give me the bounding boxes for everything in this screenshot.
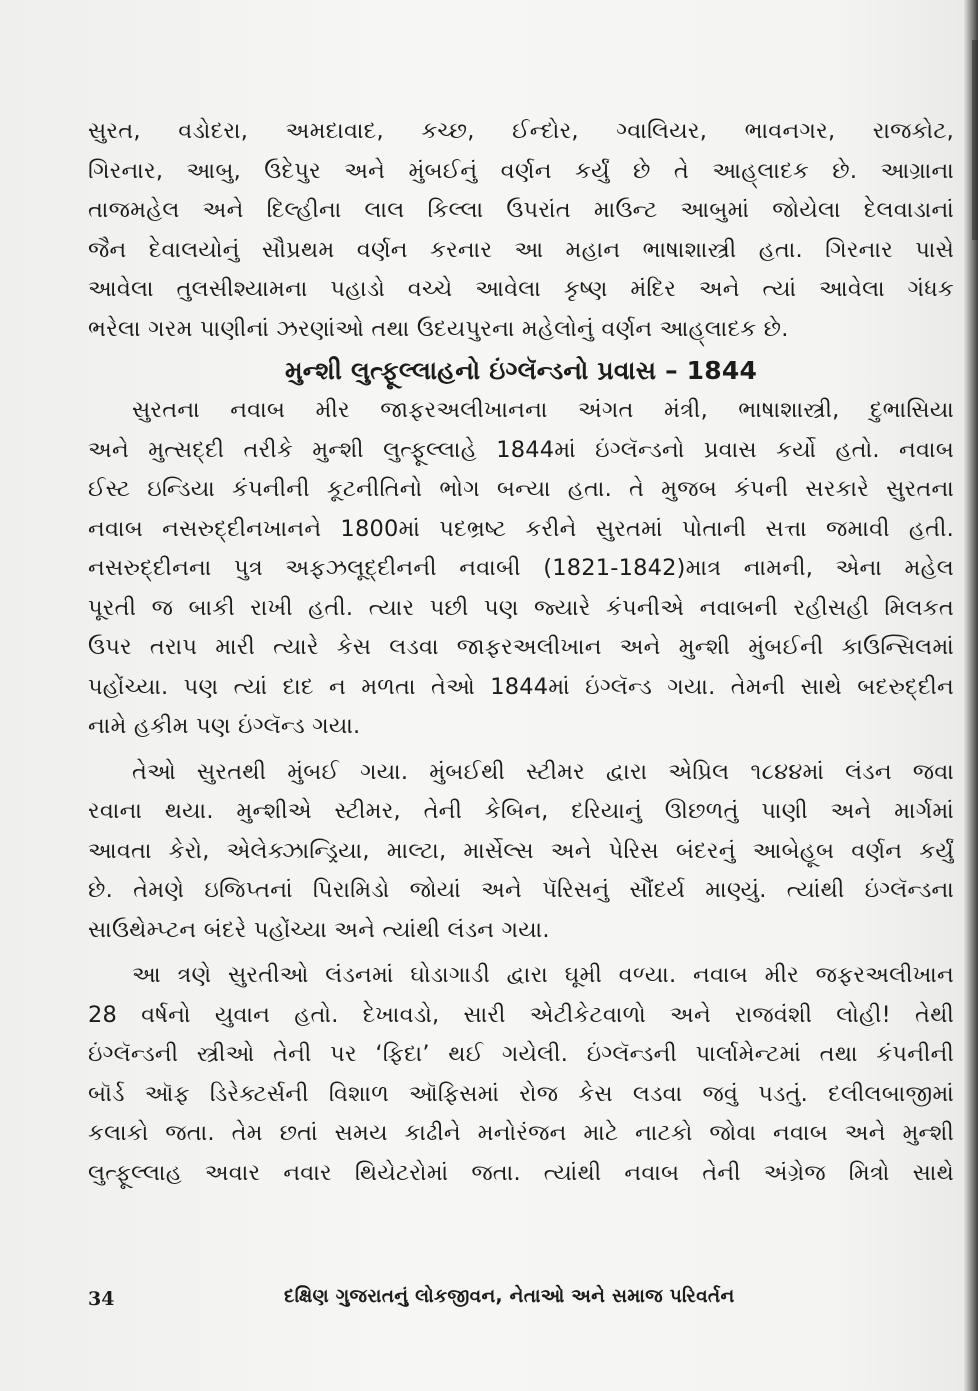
- text-line: તેઓ સુરતથી મુંબઈ ગયા. મુંબઈથી સ્ટીમર દ્વારા એપ્રિલ ૧૮૪૪માં લંડન જવા: [132, 758, 954, 785]
- paragraph-nawab: [88, 391, 954, 747]
- page-number: 34: [88, 1288, 115, 1310]
- text-line: આવેલા તુલસીશ્યામના પહાડો વચ્ચે આવેલા કૃષ્ણ મંદિર અને ત્યાં આવેલા ગંધક: [88, 276, 954, 302]
- text-line: સુરત, વડોદરા, અમદાવાદ, કચ્છ, ઈન્દોર, ગ્વાલિયર, ભાવનગર, રાજકોટ,: [88, 118, 954, 144]
- text-line: છે. તેમણે ઇજિપ્તનાં પિરામિડો જોયાં અને પૅરિસનું સૌંદર્ય માણ્યું. ત્યાંથી ઇંગ્લૅન્ડના: [88, 877, 954, 903]
- paragraph-journey: [88, 753, 954, 951]
- running-title: દક્ષિણ ગુજરાતનું લોકજીવન, નેતાઓ અને સમાજ પરિવર્તન: [284, 1286, 735, 1307]
- text-line: આ ત્રણે સુરતીઓ લંડનમાં ઘોડાગાડી દ્વારા ઘૂમી વળ્યા. નવાબ મીર જફરઅલીખાન: [132, 962, 954, 988]
- text-line: રવાના થયા. મુન્શીએ સ્ટીમર, તેની કેબિન, દરિયાનું ઊછળતું પાણી અને માર્ગમાં: [88, 798, 954, 824]
- text-line: નામે હકીમ પણ ઇંગ્લૅન્ડ ગયા.: [88, 713, 361, 739]
- text-line: સાઉથેમ્પ્ટન બંદરે પહોંચ્યા અને ત્યાંથી લંડન ગયા.: [88, 916, 550, 943]
- text-line: નવાબ નસરુદ્દીનખાનને 1800માં પદભ્રષ્ટ કરીને સુરતમાં પોતાની સત્તા જમાવી હતી.: [88, 515, 954, 542]
- binding-shadow: [972, 40, 978, 240]
- text-line: સુરતના નવાબ મીર જાફરઅલીખાનના અંગત મંત્રી, ભાષાશાસ્ત્રી, દુભાસિયા: [132, 397, 954, 423]
- text-line: ઉપર તરાપ મારી ત્યારે કેસ લડવા જાફરઅલીખાન અને મુન્શી મુંબઈની કાઉન્સિલમાં: [88, 634, 954, 660]
- text-line: ઈસ્ટ ઇન્ડિયા કંપનીની કૂટનીતિનો ભોગ બન્યા હતા. તે મુજબ કંપની સરકારે સુરતના: [88, 476, 954, 502]
- text-line: પહોંચ્યા. પણ ત્યાં દાદ ન મળતા તેઓ 1844માં ઇંગ્લૅન્ડ ગયા. તેમની સાથે બદરુદ્દીન: [88, 673, 954, 700]
- text-line: અને મુત્સદ્દી તરીકે મુન્શી લુત્ફૂલ્લાહે 1844માં ઇંગ્લૅન્ડનો પ્રવાસ કર્યો હતો. નવાબ: [88, 436, 954, 463]
- text-line: કલાકો જતા. તેમ છતાં સમય કાઢીને મનોરંજન માટે નાટકો જોવા નવાબ અને મુન્શી: [88, 1120, 954, 1146]
- text-line: બૉર્ડ ઑફ ડિરેક્ટર્સની વિશાળ ઑફિસમાં રોજ કેસ લડવા જવું પડતું. દલીલબાજીમાં: [88, 1080, 954, 1107]
- page-edge-shadow: [964, 0, 978, 1391]
- text-line: 28 વર્ષનો યુવાન હતો. દેખાવડો, સારી એટીકેટવાળો અને રાજવંશી લોહી! તેથી: [88, 1001, 954, 1028]
- text-line: ઇંગ્લૅન્ડની સ્ત્રીઓ તેની પર ‘ફિદા’ થઈ ગયેલી. ઇંગ્લૅન્ડની પાર્લામેન્ટમાં તથા કંપનીની: [88, 1041, 954, 1067]
- text-line: લુત્ફૂલ્લાહ અવાર નવાર થિયેટરોમાં જતા. ત્યાંથી નવાબ તેની અંગ્રેજ મિત્રો સાથે: [88, 1159, 954, 1186]
- text-line: નસરુદ્દીનના પુત્ર અફઝલૂદ્દીનની નવાબી (1821-1842)માત્ર નામની, એના મહેલ: [88, 555, 954, 581]
- text-line: ગિરનાર, આબુ, ઉદેપુર અને મુંબઈનું વર્ણન કર્યું છે તે આહ્‌લાદક છે. આગ્રાના: [88, 157, 954, 184]
- text-line: આવતા કેરો, એલેક્ઝાન્ડ્રિયા, માલ્ટા, માર્સેલ્સ અને પેરિસ બંદરનું આબેહૂબ વર્ણન કર્યું: [88, 837, 954, 864]
- section-heading: મુન્શી લુત્ફૂલ્લાહનો ઇંગ્લૅન્ડનો પ્રવાસ – 1844: [284, 356, 758, 385]
- paragraph-cities: [88, 112, 954, 349]
- page-body: [88, 112, 954, 1193]
- paragraph-london: [88, 956, 954, 1193]
- text-line: જૈન દેવાલયોનું સૌપ્રથમ વર્ણન કરનાર આ મહાન ભાષાશાસ્ત્રી હતા. ગિરનાર પાસે: [88, 236, 954, 263]
- text-line: ભરેલા ગરમ પાણીનાં ઝરણાંઓ તથા ઉદયપુરના મહેલોનું વર્ણન આહ્‌લાદક છે.: [88, 315, 789, 342]
- page-footer: [88, 1286, 954, 1316]
- text-line: પૂરતી જ બાકી રાખી હતી. ત્યાર પછી પણ જ્યારે કંપનીએ નવાબની રહીસહી મિલકત: [88, 594, 954, 621]
- text-line: તાજમહેલ અને દિલ્હીના લાલ કિલ્લા ઉપરાંત માઉન્ટ આબુમાં જોયેલા દેલવાડાનાં: [88, 197, 954, 223]
